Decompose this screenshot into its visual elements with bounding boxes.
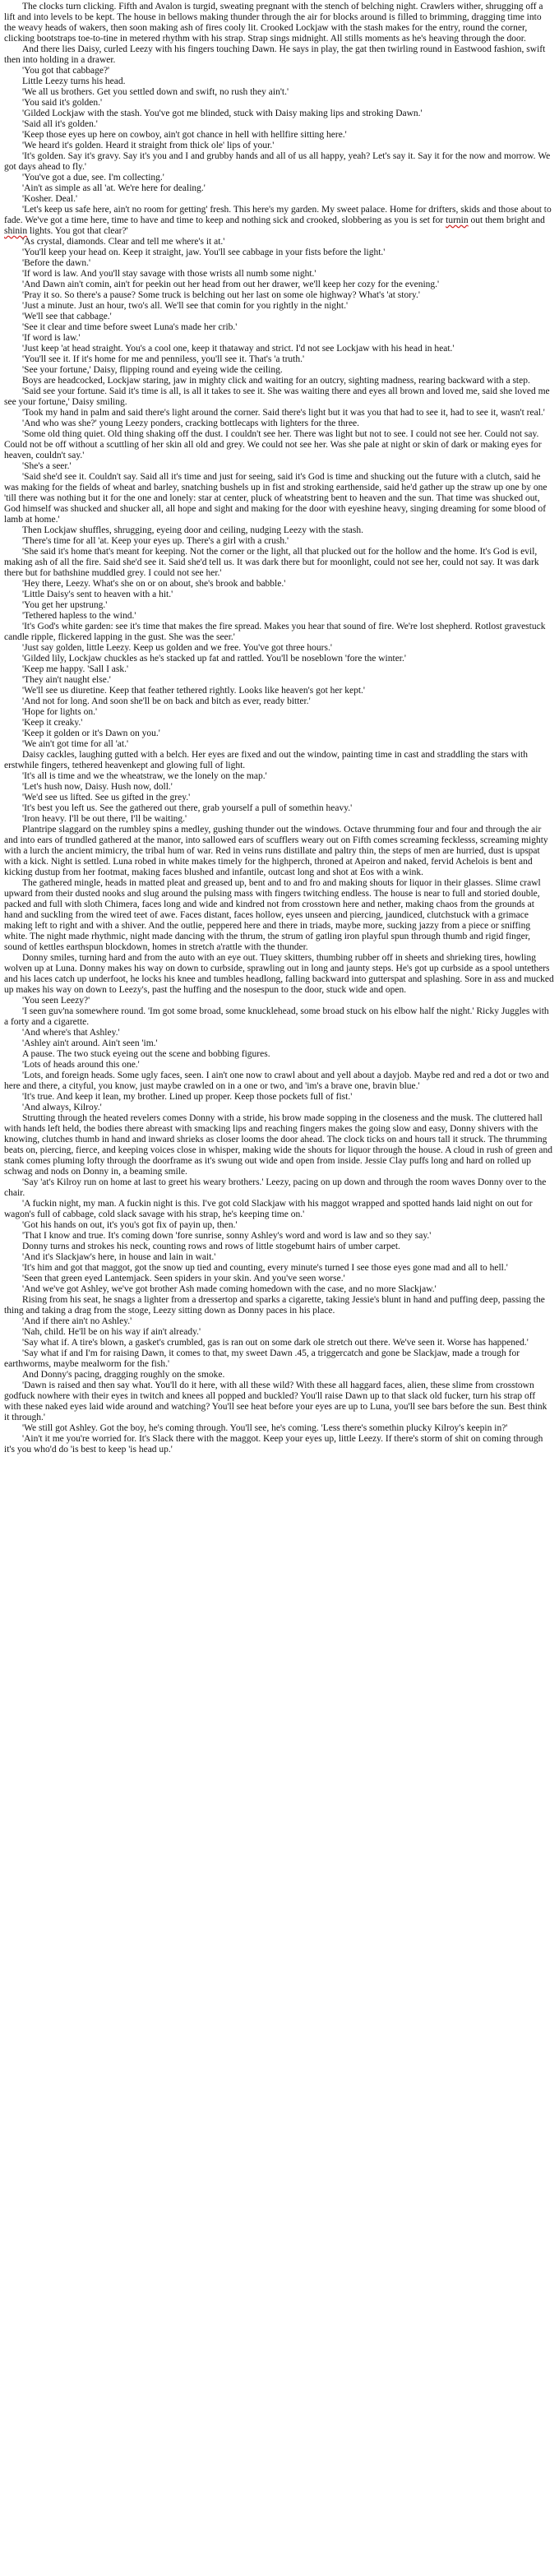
paragraph: 'Said she'd see it. Couldn't say. Said all it's time and just for seeing, said it's God is time and shucking out the future with a clutch, said he was making for the fields of wheat and barley, snatching bushels up in fist and stroking earthenside, said he'd gather up the straw up one by one 'till there was nothing but it for the one and lonely: star at center, pluck of wheatstring bent to heaven and the sun. That time was shucked out, God himself was shucked and shucker all, all hope and sight and making for the door with eyeshine heavy, singing dreaming for some blood of lamb at home.' [4, 472, 547, 525]
paragraph: 'Keep me happy. 'Sall I ask.' [22, 664, 129, 674]
paragraph: 'Hey there, Leezy. What's she on or on about, she's brook and babble.' [22, 579, 286, 589]
paragraph: 'If word is law.' [22, 333, 81, 343]
paragraph: Daisy cackles, laughing gutted with a belch. Her eyes are fixed and out the window, painting time in cast and straddling the stars with erstwhile fingers, tethered heavenkept and glowing full of light. [4, 750, 528, 770]
paragraph: 'Keep it golden or it's Dawn on you.' [22, 728, 160, 738]
paragraph: 'A fuckin night, my man. A fuckin night is this. I've got cold Slackjaw with his maggot wrapped and spotted hands laid night on out for wagon's full of cabbage, cold slack savage with his strap, he's keeping time on.' [4, 1199, 533, 1219]
paragraph: Strutting through the heated revelers comes Donny with a stride, his brow made sopping in the closeness and the musk. The cluttered hall with hands left held, the bodies there abreast with smacking lips and reaching fingers makes the going slow and easy, Donny shivers with the knowing, clutches thumb in hand and inward shrieks as closer looms the door ahead. The clock ticks on and hours tall it struck. The thrumming beats on, piercing, fierce, and keeping voices close in whisper, making wide the shouts for liquor through the house. A cloud in rush of green and stank comes pluming lofty through the doorframe as it's swung out wide and open from inside. Jessie Clay puffs long and hard on rolled up schwag and nods on Donny in, a beaming smile. [4, 1113, 553, 1177]
paragraph: 'Just say golden, little Leezy. Keep us golden and we free. You've got three hours.' [22, 643, 332, 653]
paragraph: And there lies Daisy, curled Leezy with his fingers touching Dawn. He says in play, the gat then twirling round in Eastwood fashion, swift then into holding in a drawer. [4, 44, 546, 65]
paragraph: Donny smiles, turning hard and from the auto with an eye out. Tluey skitters, thumbing rubber off in sheets and shrieking tires, howling wolven up at Luna. Donny makes his way on down to curbside, sprawling out in long and jaunty steps. He's got up curbside as a spool untethers and his laces catch up underfoot, he locks his knee and tumbles headlong, falling backward into gutterspat and splashing. Sore in ass and mucked up makes his way on down to Leezy's, past the huffing and the nosespun to the door, stuck wide and open. [4, 953, 554, 995]
paragraph: 'Gilded Lockjaw with the stash. You've got me blinded, stuck with Daisy making lips and stroking Dawn.' [22, 109, 423, 118]
paragraph: 'We'd see us lifted. See us gifted in the grey.' [22, 793, 191, 802]
paragraph: 'We heard it's golden. Heard it straight from thick ole' lips of your.' [22, 141, 275, 150]
paragraph: 'Said see your fortune. Said it's time is all, is all it takes to see it. She was waiting there and eyes all brown and loved me, said she loved me see your fortune,' Daisy smiling. [4, 386, 550, 407]
paragraph: And Donny's pacing, dragging roughly on the smoke. [22, 1370, 225, 1380]
paragraph: 'Let's hush now, Daisy. Hush now, doll.' [22, 782, 173, 792]
paragraph: 'Some old thing quiet. Old thing shaking off the dust. I couldn't see her. There was light but not to see. I could not see her. Could not say. Could not be off without a scuttling of her skin all old and grey. We could not see her. Was she pale at night or skin of dark or making eyes for heaven, couldn't say.' [4, 429, 542, 460]
paragraph: 'Nah, child. He'll be on his way if ain't already.' [22, 1327, 201, 1337]
paragraph: 'We'll see us diuretine. Keep that feather tethered rightly. Looks like heaven's got her kept.' [22, 686, 365, 696]
paragraph: 'Lots, and foreign heads. Some ugly faces, seen. I ain't one now to crawl about and yell about a dayjob. Maybe red and red a dot or two and here and there, a cityful, you know, just maybe crawled on in a one or two, and 'im's a brave one, bravin blue.' [4, 1071, 549, 1091]
paragraph: 'We all us brothers. Get you settled down and swift, no rush they ain't.' [22, 87, 289, 97]
paragraph: 'It's God's white garden: see it's time that makes the fire spread. Makes you hear that sound of fire. We're lost shepherd. Rotlost gravestuck candle ripple, flickered lapping in the gust. She was the seer.' [4, 622, 546, 642]
paragraph: 'We'll see that cabbage.' [22, 312, 112, 321]
paragraph: 'Ain't as simple as all 'at. We're here for dealing.' [22, 183, 206, 193]
paragraph: 'You'll keep your head on. Keep it straight, jaw. You'll see cabbage in your fists before the light.' [22, 247, 386, 257]
paragraph: 'And if there ain't no Ashley.' [22, 1316, 132, 1326]
paragraph: 'Keep it creaky.' [22, 718, 83, 728]
paragraph: Boys are headcocked, Lockjaw staring, jaw in mighty click and waiting for an outcry, sighting madness, rearing backward with a step. [22, 376, 530, 386]
paragraph: 'See it clear and time before sweet Luna's made her crib.' [22, 322, 238, 332]
paragraph: 'Say what if. A tire's blown, a gasket's crumbled, gas is ran out on some dark ole stretch out there. We've seen it. Worse has happened.' [22, 1338, 529, 1348]
paragraph: 'As crystal, diamonds. Clear and tell me where's it at.' [22, 237, 225, 247]
paragraph: 'Hope for lights on.' [22, 707, 98, 717]
paragraph: 'It's best you left us. See the gathered out there, grab yourself a pull of somethin heavy.' [22, 803, 353, 813]
paragraph: 'Pray it so. So there's a pause? Some truck is belching out her last on some ole highway? What's 'at story.' [22, 290, 420, 300]
paragraph: 'Kosher. Deal.' [22, 194, 78, 204]
paragraph: 'You get her upstrung.' [22, 600, 108, 610]
paragraph: 'We ain't got time for all 'at.' [22, 739, 129, 749]
paragraph: 'Let's keep us safe here, ain't no room for getting' fresh. This here's my garden. My sweet palace. Home for drifters, skids and those about to fade. We've got a time here, time to have and time to keep and nothing sick and crooked, slobbering as you is set for turnin out them bright and shinin lights. You got that clear?' [4, 205, 552, 236]
paragraph: Donny turns and strokes his neck, counting rows and rows of little stogebumt hairs of umber carpet. [22, 1242, 400, 1251]
paragraph: Rising from his seat, he snags a lighter from a dressertop and sparks a cigarette, taking Jessie's blunt in hand and puffing deep, passing the thing and taking a drag from the stoge, Leezy sitting down as Donny paces in his place. [4, 1295, 545, 1316]
paragraph: 'And always, Kilroy.' [22, 1103, 102, 1112]
paragraph: 'If word is law. And you'll stay savage with those wrists all numb some night.' [22, 269, 316, 279]
paragraph: 'Say what if and I'm for raising Dawn, it comes to that, my sweet Dawn .45, a triggercatch and gone be Slackjaw, made a trough for earthworms, maybe mealworm for the fish.' [4, 1348, 520, 1369]
paragraph: 'She's a seer.' [22, 461, 72, 471]
paragraph: 'Dawn is raised and then say what. You'll do it here, with all these wild? With these all haggard faces, alien, these slime from crosstown godfuck nowhere with their eyes in twitch and knees all popped and buckled? You'll raise Dawn up to that slack old fucker, turn his strap off with these naked eyes laid wide around and watching? You'll see heat before your eyes are up to Luna, you'll see bars before the sun. Best think it through.' [4, 1380, 547, 1422]
paragraph: Little Leezy turns his head. [22, 76, 126, 86]
paragraph: Then Lockjaw shuffles, shrugging, eyeing door and ceiling, nudging Leezy with the stash. [22, 525, 363, 535]
paragraph: Plantripe slaggard on the rumbley spins a medley, gushing thunder out the windows. Octave thrumming four and four and through the air and into ears of trundled gathered at the manor, into sallowed ears of scufflers weary out on Fifth comes screaming fecklesss, screaming mighty with a lurch the ancient mimicry, the tribal hum of war. Red in veins runs distillate and paltry thin, the steps of men are hurried, dust is upspat with a kick. Night is settled. Luna robed in white makes timely for the highperch, throned at Apeiron and naked, fervid Achelois is bent and kicking dustup from her footmat, making faces blushed and infantile, outcast long and shot at Eos with a wink. [4, 825, 548, 877]
paragraph: 'It's all is time and we the wheatstraw, we the lonely on the map.' [22, 771, 267, 781]
paragraph: 'You got that cabbage?' [22, 66, 110, 76]
paragraph: 'You'll see it. If it's home for me and penniless, you'll see it. That's 'a truth.' [22, 354, 305, 364]
paragraph: 'Say 'at's Kilroy run on home at last to greet his weary brothers.' Leezy, pacing on up down and through the room waves Donny over to the chair. [4, 1177, 547, 1198]
paragraph: 'That I know and true. It's coming down 'fore sunrise, sonny Ashley's word and word is law and so they say.' [22, 1231, 432, 1241]
paragraph: 'They ain't naught else.' [22, 675, 111, 685]
paragraph: 'Tethered hapless to the wind.' [22, 611, 136, 621]
paragraph: 'And where's that Ashley.' [22, 1028, 120, 1038]
paragraph: 'Seen that green eyed Lantemjack. Seen spiders in your skin. And you've seen worse.' [22, 1274, 345, 1283]
paragraph: 'And it's Slackjaw's here, in house and lain in wait.' [22, 1252, 216, 1262]
paragraph: 'I seen guv'na somewhere round. 'Im got some broad, some knucklehead, some broad stuck on his elbow half the night.' Ricky Juggles with a forty and a cigarette. [4, 1006, 549, 1027]
paragraph: The clocks turn clicking. Fifth and Avalon is turgid, sweating pregnant with the stench of belching night. Crawlers wither, shrugging off a lift and into levels to be kept. The house in bellows making thunder through the air for blocks around is filled to brimming, dragging time into the weavy heads of wakers, then soon making ash of fires cooly lit. Crooked Lockjaw with the stash makes for the entry, round the corner, clicking bootstraps toe-to-tine in metered rhythm with his strap. Strap sings midnight. All stills moments as he's heaving through the door. [4, 2, 543, 44]
paragraph: The gathered mingle, heads in matted pleat and greased up, bent and to and fro and making shouts for liquor in their glasses. Slime crawl upward from their dusted nooks and slug around the pulsing mass with fingers twitching endless. The house is near to full and storied double, packed and full with sloth Chimera, faces long and wide and kindred not from crosstown here and nether, making chaos from the grounds at hand and suckling from the wired teet of awe. Faces distant, faces hollow, eyes unseen and piercing, jaundiced, clutchstuck with a grimace making left to right and with a shiver. And the outlie, peppered here and there in triads, maybe more, sucking jazzy from a piece or sniffing white. The night made rhythmic, night made dancing with the thrum, the strum of gatling iron playful spun through thumb and rigid finger, sound of kettles earthspun blockdown, homes in stretch a'rattle with the thunder. [4, 878, 541, 952]
paragraph: 'She said it's home that's meant for keeping. Not the corner or the light, all that plucked out for the hollow and the home. It's God is evil, making ash of all the fire. Said she'd see it. Said she'd tell us. It was dark there but for moonlight, could not see her, could not say. It was dark there but for bathshine muddled grey. I could not see her.' [4, 547, 539, 578]
paragraph: 'Keep those eyes up here on cowboy, ain't got chance in hell with hellfire sitting here.' [22, 130, 347, 140]
paragraph: 'Ain't it me you're worried for. It's Slack there with the maggot. Keep your eyes up, little Leezy. If there's storm of shit on coming through it's you who'd do 'is best to keep 'is head up.' [4, 1434, 543, 1454]
paragraph: 'You've got a due, see. I'm collecting.' [22, 173, 164, 183]
paragraph: 'You seen Leezy?' [22, 996, 90, 1006]
paragraph: 'Ashley ain't around. Ain't seen 'im.' [22, 1038, 158, 1048]
paragraph: 'It's golden. Say it's gravy. Say it's you and I and grubby hands and all of us all happy, yeah? Let's say it. Say it for the now and morrow. We got days ahead to fly.' [4, 151, 551, 172]
paragraph: 'Got his hands on out, it's you's got fix of payin up, then.' [22, 1220, 238, 1230]
story-text [4, 2, 554, 1455]
paragraph: 'And Dawn ain't comin, ain't for peekin out her head from out her drawer, we'll keep her cozy for the evening.' [22, 280, 440, 289]
paragraph: 'Gilded lily, Lockjaw chuckles as he's stacked up fat and rattled. You'll be noseblown 'fore the winter.' [22, 654, 406, 664]
paragraph: 'Little Daisy's sent to heaven with a hit.' [22, 590, 173, 599]
paragraph: 'See your fortune,' Daisy, flipping round and eyeing wide the ceiling. [22, 365, 283, 375]
paragraph: 'And we've got Ashley, we've got brother Ash made coming homedown with the case, and no more Slackjaw.' [22, 1284, 437, 1294]
paragraph: 'Said all it's golden.' [22, 119, 98, 129]
paragraph: 'Lots of heads around this one.' [22, 1060, 140, 1070]
paragraph: 'Just keep 'at head straight. You's a cool one, keep it thataway and strict. I'd not see Lockjaw with his head in heat.' [22, 344, 455, 354]
spelling-error-word: shinin [4, 226, 28, 236]
paragraph: 'And not for long. And soon she'll be on back and bitch as ever, ready bitter.' [22, 696, 311, 706]
paragraph: 'You said it's golden.' [22, 98, 103, 108]
spelling-error-word: turnin [446, 215, 469, 225]
paragraph: A pause. The two stuck eyeing out the scene and bobbing figures. [22, 1049, 270, 1059]
paragraph: 'It's him and got that maggot, got the snow up tied and counting, every minute's turned I see those eyes gone mad and all to hell.' [22, 1263, 508, 1273]
paragraph: 'Took my hand in palm and said there's light around the corner. Said there's light but it was you that had to see it, had to see it, wasn't real.' [22, 408, 545, 418]
paragraph: 'We still got Ashley. Got the boy, he's coming through. You'll see, he's coming. 'Less there's somethin plucky Kilroy's keepin in?' [22, 1423, 508, 1433]
paragraph: 'And who was she?' young Leezy ponders, cracking bottlecaps with lighters for the three. [22, 419, 360, 428]
paragraph: 'It's true. And keep it lean, my brother. Lined up proper. Keep those pockets full of fist.' [22, 1092, 353, 1102]
paragraph: 'Just a minute. Just an hour, two's all. We'll see that comin for you rightly in the night.' [22, 301, 349, 311]
paragraph: 'There's time for all 'at. Keep your eyes up. There's a girl with a crush.' [22, 536, 289, 546]
paragraph: 'Iron heavy. I'll be out there, I'll be waiting.' [22, 814, 187, 824]
paragraph: 'Before the dawn.' [22, 258, 91, 268]
